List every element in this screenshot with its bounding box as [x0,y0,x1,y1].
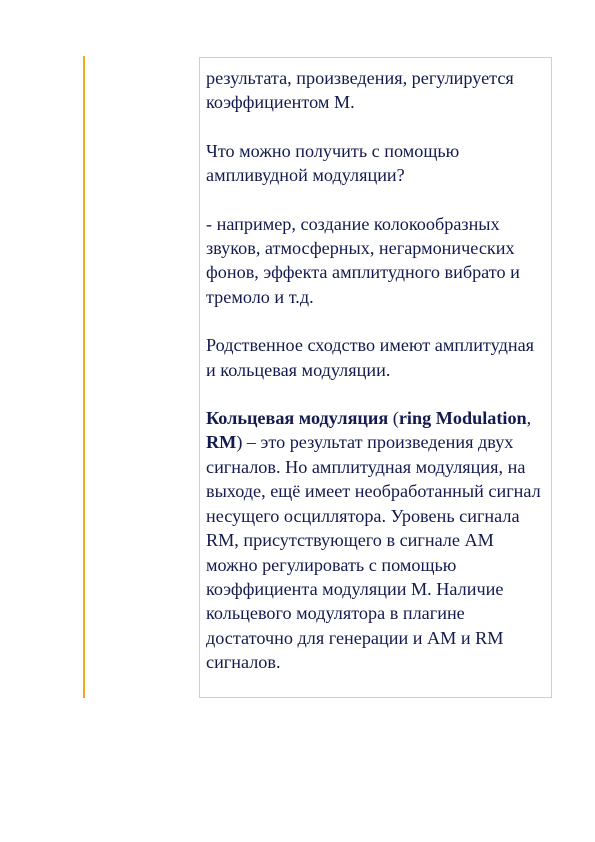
left-margin-rule [83,56,85,698]
ring-modulation-english-term: ring Modulation [398,408,527,429]
rm-abbreviation: RM [206,432,237,453]
term-comma: , [526,408,532,429]
paren-open: ( [388,408,399,429]
paragraph-2-question: Что можно получить с помощью ампливудной модуляции? [206,140,460,186]
paragraph-1: результата, произведения, регулируется коэффициентом М. [206,68,514,113]
paragraph-5-ring-modulation [206,406,547,674]
ring-modulation-term: Кольцевая модуляция [206,408,389,429]
text-frame [199,57,552,698]
paragraph-4: Родственное сходство имеют амплитудная и кольцевая модуляции. [206,335,535,380]
ring-modulation-definition: ) – это результат произведения двух сигналов. Но амплитудная модуляция, на выходе, ещё имеет необработанный сигнал несущего осциллятора. Уровень сигнала RM, присутствующего в сигнале AM можно регулировать с помощью коэффициента модуляции M. Наличие кольцевого модулятора в плагине достаточно для генерации и AM и RM сигналов. [206,432,541,673]
paragraph-3-examples: - например, создание колокообразных звуков, атмосферных, негармонических фонов, эффекта амплитудного вибрато и тремоло и т.д. [206,213,520,307]
